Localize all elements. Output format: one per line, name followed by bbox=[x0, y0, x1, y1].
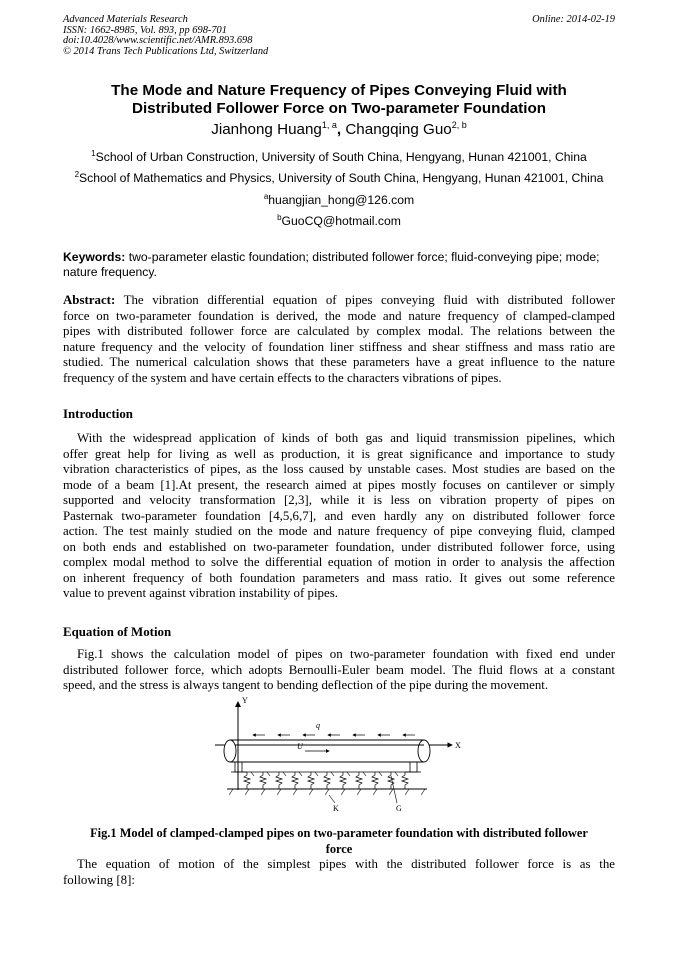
k-leader bbox=[329, 795, 335, 803]
eom-line: Fig.1 shows the calculation model of pipes on two-parameter foundation with fixed end under bbox=[77, 647, 615, 661]
abstract bbox=[63, 293, 615, 386]
author-affil-sup: 1, a bbox=[321, 120, 337, 130]
keywords bbox=[63, 250, 615, 279]
abstract-label: Abstract: bbox=[63, 293, 116, 307]
intro-line: on both ends and established on two-parameter foundation, under distributed follower force, using bbox=[63, 539, 615, 554]
closing-line: The equation of motion of the simplest pipes with the distributed follower force is as the bbox=[77, 857, 615, 871]
shear-layer-hatch bbox=[251, 772, 398, 776]
section-heading-introduction: Introduction bbox=[63, 407, 133, 421]
abstract-line: frequency of the system and have certain effects to the characters vibrations of pipes. bbox=[63, 370, 502, 385]
figure-caption bbox=[63, 826, 615, 857]
author-affil-sup: 2, b bbox=[451, 120, 467, 130]
introduction-body bbox=[63, 431, 615, 602]
intro-line: complex modal method to solve the differential equation of motion in order to analysis the affection bbox=[63, 555, 615, 570]
keywords-text: two-parameter elastic foundation; distributed follower force; fluid-conveying pipe; mode; nature frequency. bbox=[63, 250, 600, 279]
intro-line: offer great help for living as well as production, it is great significance and importance to study bbox=[63, 446, 615, 461]
author-name: Changqing Guo bbox=[345, 121, 452, 138]
eom-line: speed, and the stress is always tangent to bending deflection of the pipe during the movement. bbox=[63, 678, 549, 693]
online-date: Online: 2014-02-19 bbox=[532, 14, 615, 25]
clamped-support-left bbox=[231, 762, 247, 772]
email-text: GuoCQ@hotmail.com bbox=[281, 214, 401, 228]
email bbox=[63, 193, 615, 208]
caption-line-1: Fig.1 Model of clamped-clamped pipes on two-parameter foundation with distributed follower bbox=[90, 826, 588, 840]
paper-title bbox=[63, 82, 615, 119]
journal-header bbox=[63, 15, 268, 57]
intro-line: vibration characteristics of pipes, as the loss caused by unstable cases. Most studies are based on the bbox=[63, 462, 615, 477]
shear-label-g: G bbox=[396, 804, 402, 813]
email bbox=[63, 214, 615, 229]
author-separator: , bbox=[336, 121, 342, 138]
clamped-support-right bbox=[405, 762, 421, 772]
doi: doi:10.4028/www.scientific.net/AMR.893.698 bbox=[63, 35, 253, 47]
g-leader bbox=[391, 776, 397, 803]
abstract-line: studied. The numerical calculation shows that these parameters have a great influence to the nature bbox=[63, 355, 615, 370]
affiliation-sup: 2 bbox=[74, 170, 80, 179]
y-axis-label: Y bbox=[242, 696, 248, 705]
force-label-q: q bbox=[316, 721, 320, 730]
affiliation-text: School of Mathematics and Physics, University of South China, Hengyang, Hunan 421001, China bbox=[79, 171, 604, 185]
intro-line: supported and velocity transformation [2,3], while it is less on vibration property of pipes on bbox=[63, 493, 615, 508]
email-text: huangjian_hong@126.com bbox=[268, 193, 415, 207]
intro-line: action. The test mainly studied on the mode and nature frequency of pipe conveying fluid, clamped bbox=[63, 524, 615, 539]
caption-line-2: force bbox=[325, 841, 353, 856]
intro-line: With the widespread application of kinds of both gas and liquid transmission pipelines, which bbox=[77, 431, 615, 445]
flow-velocity-label: U bbox=[297, 742, 303, 751]
affiliation bbox=[63, 150, 615, 165]
affiliation-sup: 1 bbox=[91, 149, 96, 158]
title-line-1: The Mode and Nature Frequency of Pipes Conveying Fluid with bbox=[111, 82, 567, 99]
affiliation-text: School of Urban Construction, University of South China, Hengyang, Hunan 421001, China bbox=[95, 150, 587, 164]
issn: ISSN: 1662-8985, Vol. 893, pp 698-701 bbox=[63, 24, 227, 36]
journal-name: Advanced Materials Research bbox=[63, 14, 188, 25]
closing-line: following [8]: bbox=[63, 872, 135, 887]
email-sup: a bbox=[263, 192, 269, 201]
affiliation bbox=[63, 171, 615, 186]
intro-line: on inherent frequency of both foundation parameters and mass ratio. It gives out some reference bbox=[63, 570, 615, 585]
equation-of-motion-body bbox=[63, 647, 615, 694]
stiffness-label-k: K bbox=[333, 804, 339, 813]
ground-hatch bbox=[229, 789, 425, 795]
title-line-2: Distributed Follower Force on Two-parameter Foundation bbox=[131, 100, 546, 118]
author-name: Jianhong Huang bbox=[211, 121, 322, 138]
figure-pipe-model bbox=[205, 695, 475, 825]
intro-line: Pasternak two-parameter foundation [4,5,6,7], and even hardly any on distributed follower force bbox=[63, 508, 615, 523]
abstract-text: The vibration differential equation of pipes conveying fluid with distributed follower bbox=[115, 293, 615, 307]
keywords-label: Keywords: bbox=[63, 250, 126, 264]
abstract-line bbox=[63, 293, 615, 309]
eom-line: distributed follower force, which adopts Bernoulli-Euler beam model. The fluid flows at a constant bbox=[63, 662, 615, 677]
copyright: © 2014 Trans Tech Publications Ltd, Switzerland bbox=[63, 45, 269, 57]
intro-line: mode of a beam [1].At present, the research aimed at pipes mostly focuses on cantilever or simply bbox=[63, 477, 615, 492]
section-heading-equation-of-motion: Equation of Motion bbox=[63, 625, 172, 639]
closing-paragraph bbox=[63, 857, 615, 888]
intro-line: value to prevent against vibration instability of pipes. bbox=[63, 586, 338, 601]
x-axis-label: X bbox=[455, 741, 461, 750]
author-list bbox=[63, 121, 615, 139]
abstract-line: force on two-parameter foundation is derived, the mode and nature frequency of clamped-clamped bbox=[63, 308, 615, 323]
abstract-line: pipes with distributed follower force are calculated by complex modal. The relations between the bbox=[63, 324, 615, 339]
abstract-line: nature frequency and the velocity of foundation liner stiffness and shear stiffness and mass ratio are bbox=[63, 339, 615, 354]
email-sup: b bbox=[277, 213, 282, 222]
